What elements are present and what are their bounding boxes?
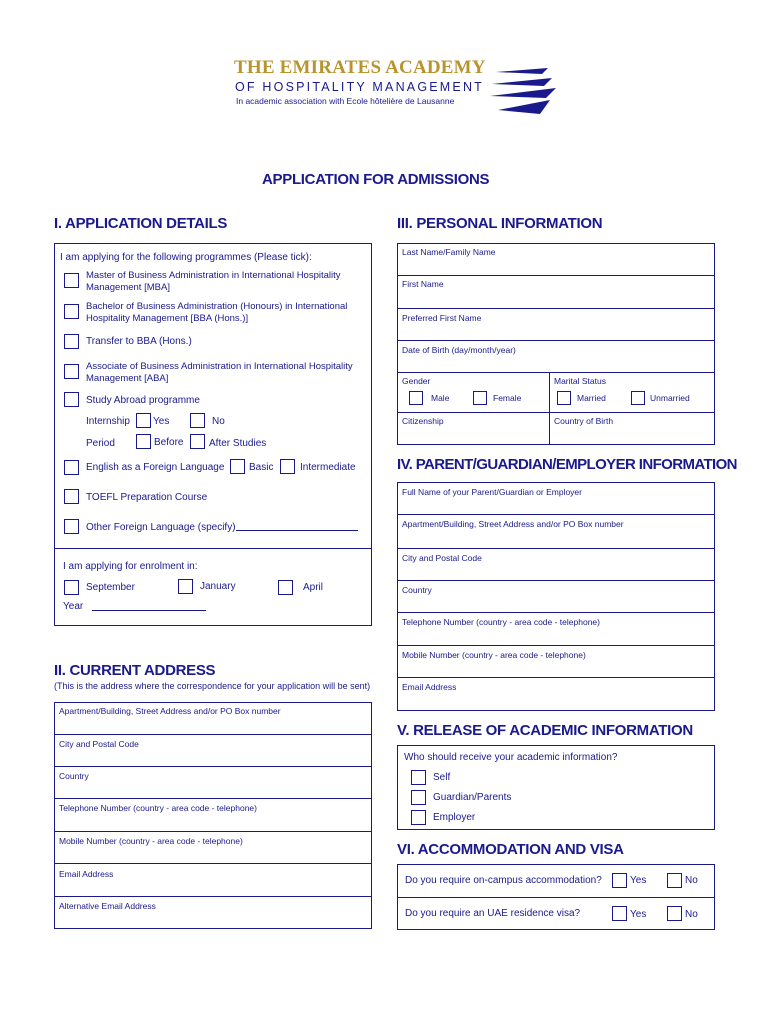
divider	[397, 548, 715, 549]
january-checkbox[interactable]	[178, 579, 193, 594]
divider	[397, 412, 715, 413]
academy-logo-subtitle: OF HOSPITALITY MANAGEMENT	[235, 80, 485, 94]
bba-label-line2: Hospitality Management [BBA (Hons.)]	[86, 313, 249, 324]
divider	[397, 340, 715, 341]
release-question: Who should receive your academic information?	[404, 752, 618, 763]
logo-wave-icon	[490, 62, 560, 117]
study-abroad-label: Study Abroad programme	[86, 395, 200, 406]
section-parent-guardian-title: IV. PARENT/GUARDIAN/EMPLOYER INFORMATION	[397, 456, 737, 473]
divider	[54, 766, 372, 767]
january-label: January	[200, 581, 236, 592]
internship-yes-checkbox[interactable]	[136, 413, 151, 428]
release-employer-label: Employer	[433, 812, 476, 823]
release-guardian-checkbox[interactable]	[411, 790, 426, 805]
address-mobile-field[interactable]: Mobile Number (country - area code - telephone)	[59, 836, 243, 846]
address-country-field[interactable]: Country	[59, 771, 89, 781]
guardian-mobile-field[interactable]: Mobile Number (country - area code - telephone)	[402, 650, 586, 660]
guardian-street-field[interactable]: Apartment/Building, Street Address and/or PO Box number	[402, 519, 624, 529]
accommodation-question: Do you require on-campus accommodation?	[405, 875, 602, 886]
aba-label-line1: Associate of Business Administration in International Hospitality	[86, 361, 353, 372]
divider	[54, 734, 372, 735]
divider	[397, 677, 715, 678]
last-name-field[interactable]: Last Name/Family Name	[402, 247, 496, 257]
male-label: Male	[431, 393, 450, 403]
english-intermediate-label: Intermediate	[300, 462, 356, 473]
gender-label: Gender	[402, 376, 431, 386]
guardian-city-field[interactable]: City and Postal Code	[402, 553, 482, 563]
september-checkbox[interactable]	[64, 580, 79, 595]
accommodation-no-checkbox[interactable]	[667, 873, 682, 888]
divider	[549, 372, 550, 445]
guardian-country-field[interactable]: Country	[402, 585, 432, 595]
visa-question: Do you require an UAE residence visa?	[405, 908, 581, 919]
academy-logo-association: In academic association with Ecole hôtelière de Lausanne	[236, 96, 455, 106]
section-current-address-title: II. CURRENT ADDRESS	[54, 662, 216, 679]
divider	[54, 896, 372, 897]
address-alt-email-field[interactable]: Alternative Email Address	[59, 901, 156, 911]
september-label: September	[86, 582, 135, 593]
release-self-checkbox[interactable]	[411, 770, 426, 785]
bba-label-line1: Bachelor of Business Administration (Honours) in International	[86, 301, 348, 312]
english-label: English as a Foreign Language	[86, 462, 225, 473]
april-label: April	[303, 582, 324, 593]
period-after-checkbox[interactable]	[190, 434, 205, 449]
address-telephone-field[interactable]: Telephone Number (country - area code - telephone)	[59, 803, 257, 813]
married-label: Married	[577, 393, 606, 403]
citizenship-field[interactable]: Citizenship	[402, 416, 444, 426]
year-label: Year	[63, 601, 84, 612]
form-title: APPLICATION FOR ADMISSIONS	[262, 171, 490, 188]
internship-no-checkbox[interactable]	[190, 413, 205, 428]
visa-yes-label: Yes	[630, 909, 647, 920]
female-checkbox[interactable]	[473, 391, 487, 405]
period-after-label: After Studies	[209, 438, 267, 449]
april-checkbox[interactable]	[278, 580, 293, 595]
unmarried-label: Unmarried	[650, 393, 690, 403]
divider	[54, 863, 372, 864]
english-intermediate-checkbox[interactable]	[280, 459, 295, 474]
period-before-checkbox[interactable]	[136, 434, 151, 449]
visa-yes-checkbox[interactable]	[612, 906, 627, 921]
current-address-box	[54, 702, 372, 929]
internship-no-label: No	[212, 416, 225, 427]
bba-checkbox[interactable]	[64, 304, 79, 319]
year-input[interactable]	[92, 610, 206, 611]
divider	[397, 372, 715, 373]
toefl-checkbox[interactable]	[64, 489, 79, 504]
current-address-note: (This is the address where the correspondence for your application will be sent)	[54, 681, 371, 691]
divider	[397, 897, 715, 898]
release-self-label: Self	[433, 772, 451, 783]
country-of-birth-field[interactable]: Country of Birth	[554, 416, 614, 426]
guardian-telephone-field[interactable]: Telephone Number (country - area code - telephone)	[402, 617, 600, 627]
address-email-field[interactable]: Email Address	[59, 869, 114, 879]
divider	[397, 612, 715, 613]
female-label: Female	[493, 393, 522, 403]
address-city-field[interactable]: City and Postal Code	[59, 739, 139, 749]
accommodation-yes-label: Yes	[630, 875, 647, 886]
english-basic-label: Basic	[249, 462, 274, 473]
accommodation-no-label: No	[685, 875, 698, 886]
visa-no-checkbox[interactable]	[667, 906, 682, 921]
aba-label-line2: Management [ABA]	[86, 373, 169, 384]
accommodation-yes-checkbox[interactable]	[612, 873, 627, 888]
male-checkbox[interactable]	[409, 391, 423, 405]
english-checkbox[interactable]	[64, 460, 79, 475]
dob-field[interactable]: Date of Birth (day/month/year)	[402, 345, 516, 355]
internship-label: Internship	[86, 416, 130, 427]
divider	[397, 275, 715, 276]
other-language-input[interactable]	[236, 530, 358, 531]
mba-label-line1: Master of Business Administration in International Hospitality	[86, 270, 341, 281]
unmarried-checkbox[interactable]	[631, 391, 645, 405]
divider	[397, 308, 715, 309]
period-label: Period	[86, 438, 115, 449]
divider	[54, 831, 372, 832]
english-basic-checkbox[interactable]	[230, 459, 245, 474]
visa-no-label: No	[685, 909, 698, 920]
personal-information-box	[397, 243, 715, 445]
mba-label-line2: Management [MBA]	[86, 282, 170, 293]
first-name-field[interactable]: First Name	[402, 279, 444, 289]
study-abroad-checkbox[interactable]	[64, 392, 79, 407]
address-street-field[interactable]: Apartment/Building, Street Address and/or PO Box number	[59, 706, 281, 716]
period-before-label: Before	[154, 437, 184, 448]
guardian-name-field[interactable]: Full Name of your Parent/Guardian or Employer	[402, 487, 582, 497]
divider	[397, 514, 715, 515]
aba-checkbox[interactable]	[64, 364, 79, 379]
marital-status-label: Marital Status	[554, 376, 606, 386]
guardian-email-field[interactable]: Email Address	[402, 682, 457, 692]
other-language-checkbox[interactable]	[64, 519, 79, 534]
release-guardian-label: Guardian/Parents	[433, 792, 512, 803]
programmes-intro: I am applying for the following programmes (Please tick):	[60, 252, 312, 263]
divider	[397, 645, 715, 646]
internship-yes-label: Yes	[153, 416, 170, 427]
transfer-bba-label: Transfer to BBA (Hons.)	[86, 336, 192, 347]
divider	[54, 798, 372, 799]
enrolment-label: I am applying for enrolment in:	[63, 561, 198, 572]
other-language-label: Other Foreign Language (specify)	[86, 522, 236, 533]
married-checkbox[interactable]	[557, 391, 571, 405]
section-personal-information-title: III. PERSONAL INFORMATION	[397, 215, 603, 232]
divider	[397, 580, 715, 581]
transfer-bba-checkbox[interactable]	[64, 334, 79, 349]
preferred-name-field[interactable]: Preferred First Name	[402, 313, 482, 323]
release-employer-checkbox[interactable]	[411, 810, 426, 825]
section-application-details-title: I. APPLICATION DETAILS	[54, 215, 228, 232]
divider	[54, 548, 372, 549]
academy-logo-name: THE EMIRATES ACADEMY	[234, 57, 486, 78]
section-accommodation-visa-title: VI. ACCOMMODATION AND VISA	[397, 841, 624, 858]
toefl-label: TOEFL Preparation Course	[86, 492, 208, 503]
mba-checkbox[interactable]	[64, 273, 79, 288]
section-release-academic-info-title: V. RELEASE OF ACADEMIC INFORMATION	[397, 722, 693, 739]
